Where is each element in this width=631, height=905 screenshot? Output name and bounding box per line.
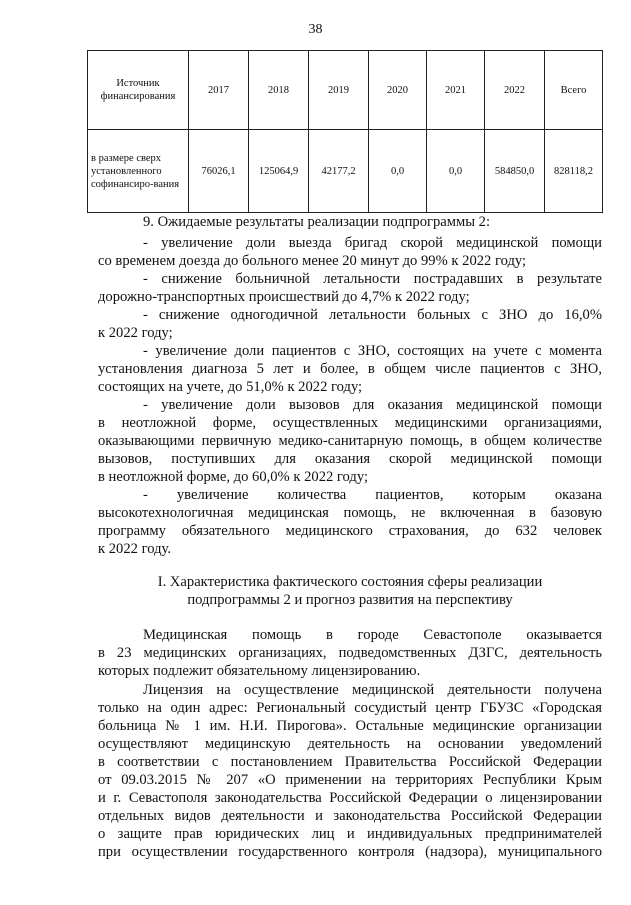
- text-line: оказывающими первичную медико-санитарную помощь, в общем количестве: [98, 433, 602, 449]
- text-line: Лицензия на осуществление медицинской деятельности получена: [143, 682, 602, 698]
- text-line: от 09.03.2015 № 207 «О применении на территориях Республики Крым: [98, 772, 602, 788]
- text-line: Медицинская помощь в городе Севастополе оказывается: [143, 627, 602, 643]
- table-header-cell: Источник финансирования: [88, 51, 189, 130]
- table-cell: 76026,1: [189, 130, 249, 213]
- text-line: - увеличение доли выезда бригад скорой медицинской помощи: [143, 235, 602, 251]
- table-header-cell: 2017: [189, 51, 249, 130]
- table-header-cell: 2021: [427, 51, 485, 130]
- page-number: 38: [308, 22, 323, 37]
- results-title: 9. Ожидаемые результаты реализации подпрограммы 2:: [143, 214, 491, 230]
- table-cell: 42177,2: [309, 130, 369, 213]
- text-line: - снижение больничной летальности пострадавших в результате: [143, 271, 602, 287]
- table-header-cell: 2020: [369, 51, 427, 130]
- text-line: больница № 1 им. Н.И. Пирогова». Остальные медицинские организации: [98, 718, 602, 734]
- text-line: и г. Севастополя законодательства Российской Федерации о лицензировании: [98, 790, 602, 806]
- financing-table: [87, 50, 603, 213]
- text-line: при осуществлении государственного контроля (надзора), муниципального: [98, 844, 602, 860]
- table-header-cell: 2022: [485, 51, 545, 130]
- text-line: к 2022 году;: [98, 325, 173, 341]
- text-line: высокотехнологичная медицинская помощь, не включенная в базовую: [98, 505, 602, 521]
- text-line: состоящих на учете, до 51,0% к 2022 году;: [98, 379, 363, 395]
- table-cell: 0,0: [427, 130, 485, 213]
- text-line: вызовов, поступивших для оказания скорой медицинской помощи: [98, 451, 602, 467]
- text-line: в соответствии с постановлением Правительства Российской Федерации: [98, 754, 602, 770]
- text-line: которых подлежит обязательному лицензированию.: [98, 663, 421, 679]
- table-cell-source: в размере сверх установленного софинансиро-вания: [88, 130, 189, 213]
- section-heading-line-2: подпрограммы 2 и прогноз развития на перспективу: [187, 592, 513, 608]
- table-cell: 828118,2: [545, 130, 603, 213]
- table-header-cell: Всего: [545, 51, 603, 130]
- text-line: в 23 медицинских организациях, подведомственных ДЗГС, деятельность: [98, 645, 602, 661]
- text-line: только на один адрес: Региональный сосудистый центр ГБУЗС «Городская: [98, 700, 602, 716]
- text-line: программу обязательного медицинского страхования, до 632 человек: [98, 523, 602, 539]
- section-heading-line-1: I. Характеристика фактического состояния сферы реализации: [157, 574, 543, 590]
- table-header-row: [88, 51, 603, 130]
- text-line: установления диагноза 5 лет и более, в общем числе пациентов с ЗНО,: [98, 361, 602, 377]
- table-cell: 0,0: [369, 130, 427, 213]
- text-line: - увеличение количества пациентов, которым оказана: [143, 487, 602, 503]
- text-line: - снижение одногодичной летальности больных с ЗНО до 16,0%: [143, 307, 602, 323]
- table-header-cell: 2018: [249, 51, 309, 130]
- text-line: дорожно-транспортных происшествий до 4,7% к 2022 году;: [98, 289, 470, 305]
- text-line: в неотложной форме, до 60,0% к 2022 году;: [98, 469, 369, 485]
- text-line: - увеличение доли пациентов с ЗНО, состоящих на учете с момента: [143, 343, 602, 359]
- table-cell: 584850,0: [485, 130, 545, 213]
- table-header-cell: 2019: [309, 51, 369, 130]
- table-cell: 125064,9: [249, 130, 309, 213]
- text-line: к 2022 году.: [98, 541, 171, 557]
- table-row: [88, 130, 603, 213]
- text-line: отдельных видов деятельности и законодательства Российской Федерации: [98, 808, 602, 824]
- text-line: о защите прав юридических лиц и индивидуальных предпринимателей: [98, 826, 602, 842]
- text-line: со временем доезда до больного менее 20 минут до 99% к 2022 году;: [98, 253, 527, 269]
- text-line: - увеличение доли вызовов для оказания медицинской помощи: [143, 397, 602, 413]
- text-line: в неотложной форме, осуществленных медицинскими организациями,: [98, 415, 602, 431]
- text-line: осуществляют медицинскую деятельность на основании уведомлений: [98, 736, 602, 752]
